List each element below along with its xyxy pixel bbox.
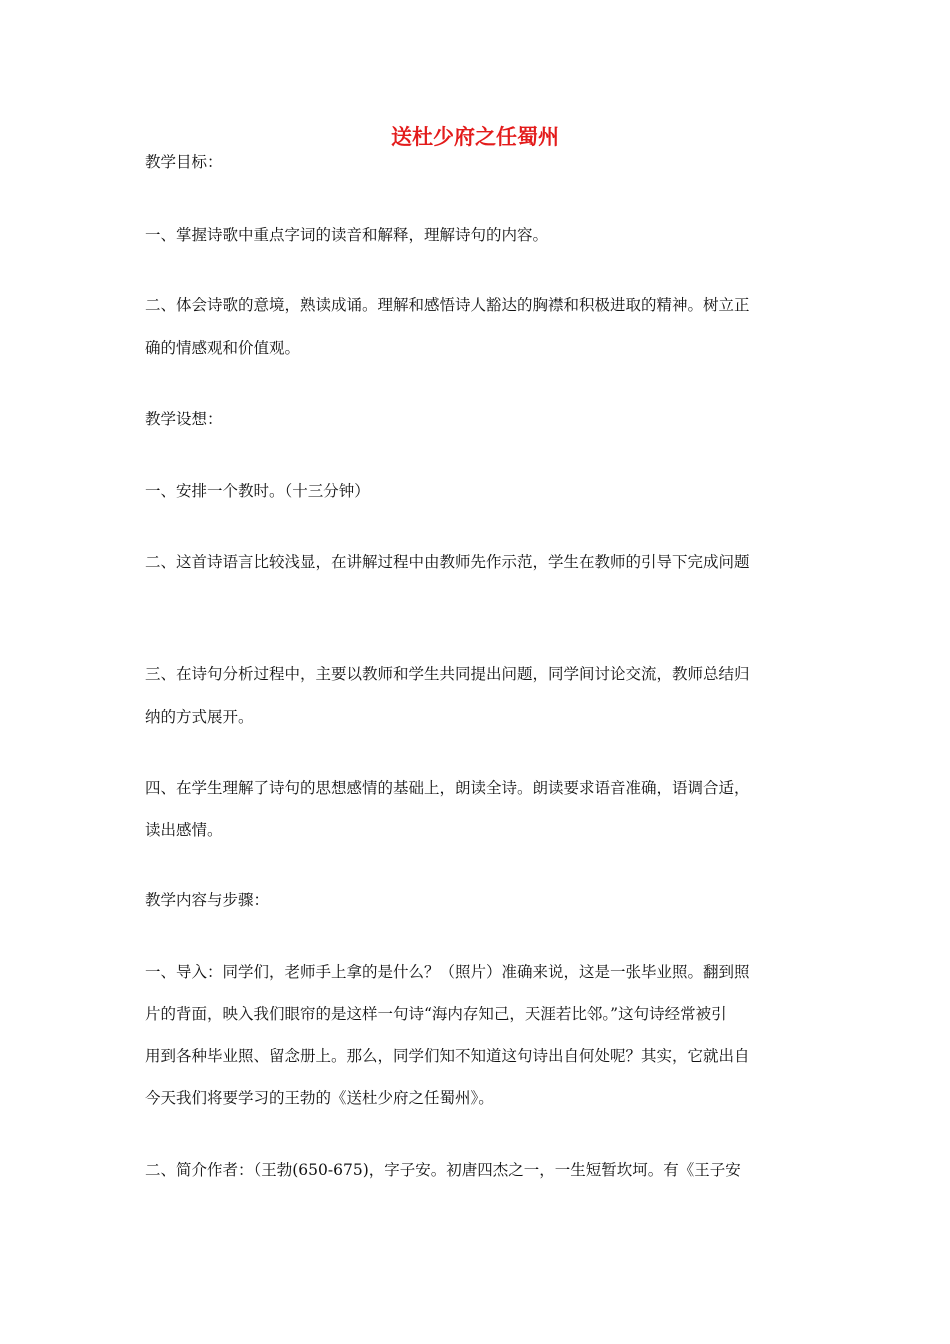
section-heading-teaching-plan: 教学设想： <box>145 410 223 428</box>
paragraph-line: 一、导入：同学们，老师手上拿的是什么？（照片）准确来说，这是一张毕业照。翻到照 <box>145 963 750 981</box>
paragraph-line: 二、体会诗歌的意境，熟读成诵。理解和感悟诗人豁达的胸襟和积极进取的精神。树立正 <box>145 296 750 314</box>
paragraph-line: 用到各种毕业照、留念册上。那么，同学们知不知道这句诗出自何处呢？其实，它就出自 <box>145 1047 750 1065</box>
paragraph-line: 二、这首诗语言比较浅显，在讲解过程中由教师先作示范，学生在教师的引导下完成问题 <box>145 553 750 571</box>
paragraph-line: 二、简介作者：（王勃(650-675)，字子安。初唐四杰之一，一生短暂坎坷。有《王子安 <box>145 1161 741 1179</box>
section-heading-content-steps: 教学内容与步骤： <box>145 891 270 909</box>
paragraph-line: 今天我们将要学习的王勃的《送杜少府之任蜀州》。 <box>145 1089 494 1107</box>
paragraph-line: 读出感情。 <box>145 821 223 839</box>
section-heading-teaching-goals: 教学目标： <box>145 153 223 171</box>
document-title: 送杜少府之任蜀州 <box>391 125 559 149</box>
paragraph-line: 片的背面，映入我们眼帘的是这样一句诗“海内存知己，天涯若比邻。”这句诗经常被引 <box>145 1005 727 1023</box>
paragraph-line: 三、在诗句分析过程中，主要以教师和学生共同提出问题，同学间讨论交流，教师总结归 <box>145 665 750 683</box>
paragraph-line: 确的情感观和价值观。 <box>145 339 301 357</box>
paragraph-line: 四、在学生理解了诗句的思想感情的基础上，朗读全诗。朗读要求语音准确，语调合适， <box>145 779 750 797</box>
paragraph-line: 一、安排一个教时。（十三分钟） <box>145 482 370 500</box>
paragraph-line: 一、掌握诗歌中重点字词的读音和解释，理解诗句的内容。 <box>145 226 549 244</box>
paragraph-line: 纳的方式展开。 <box>145 708 254 726</box>
